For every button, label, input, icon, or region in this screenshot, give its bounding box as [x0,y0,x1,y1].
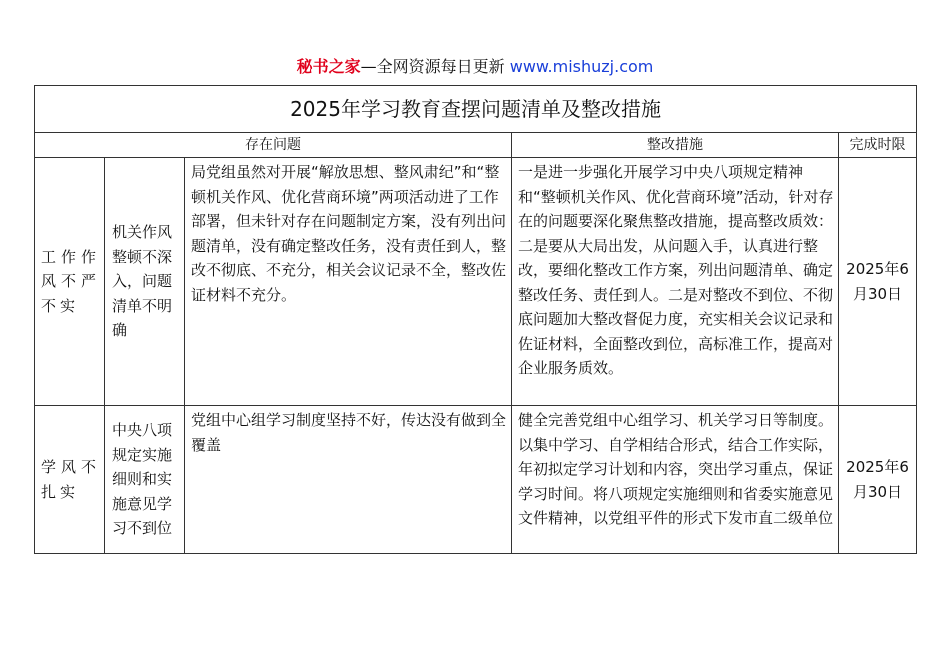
row-category: 工作作风不严不实 [35,158,105,406]
row-sub-problem: 中央八项规定实施细则和实施意见学习不到位 [105,406,185,554]
website-link[interactable]: www.mishuzj.com [509,57,654,76]
rectification-table [34,85,917,554]
table-title: 2025年学习教育查摆问题清单及整改措施 [35,86,917,133]
document-header [0,56,950,78]
row-problem: 党组中心组学习制度坚持不好，传达没有做到全覆盖 [185,406,512,554]
row-deadline: 2025年6月30日 [839,406,917,554]
table-row [35,406,917,554]
title-row [35,86,917,133]
row-measure: 一是进一步强化开展学习中央八项规定精神和“整顿机关作风、优化营商环境”活动，针对存在的问题要深化聚焦整改措施，提高整改质效：二是要从大局出发，从问题入手，认真进行整改，要细化整改工作方案，列出问题清单、确定整改任务、责任到人。二是对整改不到位、不彻底问题加大整改督促力度，充实相关会议记录和佐证材料，全面整改到位，高标准工作，提高对企业服务质效。 [512,158,839,406]
header-measures: 整改措施 [512,133,839,158]
header-tagline: —全网资源每日更新 [360,57,505,76]
row-problem: 局党组虽然对开展“解放思想、整风肃纪”和“整顿机关作风、优化营商环境”两项活动进了工作部署，但未针对存在问题制定方案，没有列出问题清单，没有确定整改任务，没有责任到人，整改不彻底、不充分，相关会议记录不全，整改佐证材料不充分。 [185,158,512,406]
row-deadline: 2025年6月30日 [839,158,917,406]
row-sub-problem: 机关作风整顿不深入，问题清单不明确 [105,158,185,406]
brand-name: 秘书之家 [296,57,361,76]
header-row [35,133,917,158]
row-measure: 健全完善党组中心组学习、机关学习日等制度。以集中学习、自学相结合形式，结合工作实际，年初拟定学习计划和内容，突出学习重点，保证学习时间。将八项规定实施细则和省委实施意见文件精神，以党组平件的形式下发市直二级单位 [512,406,839,554]
header-deadline: 完成时限 [839,133,917,158]
row-category: 学风不扎实 [35,406,105,554]
table-row [35,158,917,406]
header-problems: 存在问题 [35,133,512,158]
